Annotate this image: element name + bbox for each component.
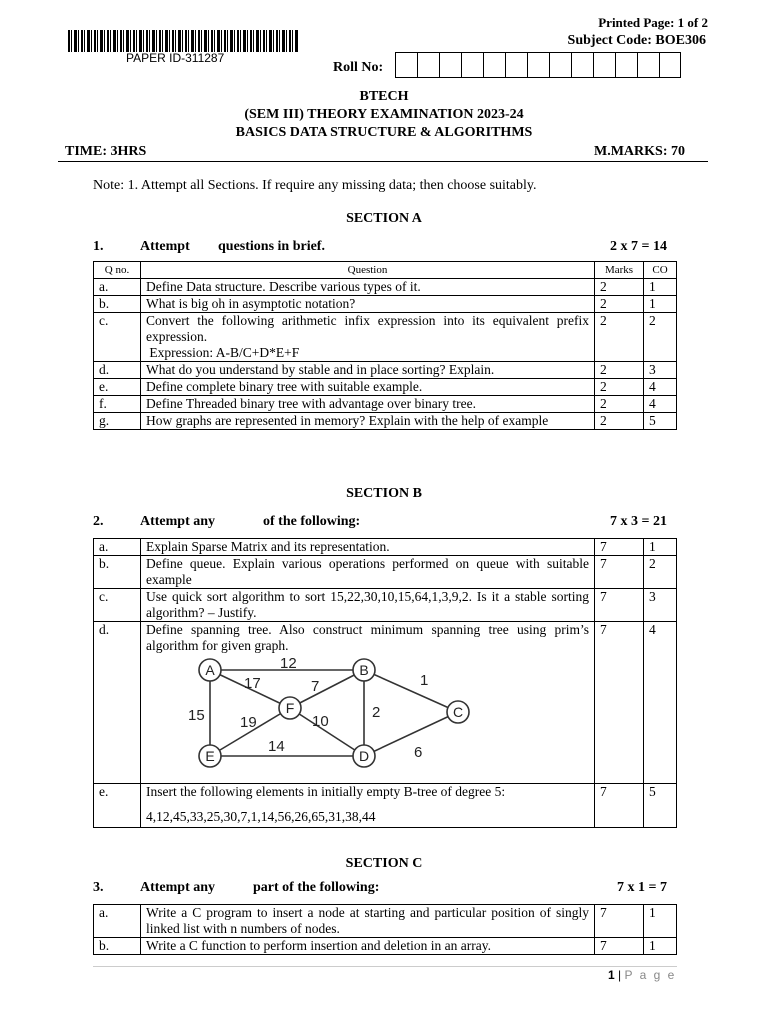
edge-fb — [290, 670, 364, 708]
roll-box[interactable] — [593, 52, 615, 78]
table-row: b. What is big oh in asymptotic notation? 2 1 — [94, 296, 677, 313]
spanning-tree-graph — [186, 654, 486, 772]
paper-id: PAPER ID-311287 — [126, 51, 225, 65]
instruction: of the following: — [263, 514, 361, 529]
weight-ae: 15 — [188, 707, 205, 724]
max-marks: M.MARKS: 70 — [594, 144, 685, 159]
col-qno: Q no. — [94, 262, 141, 279]
exam-title: (SEM III) THEORY EXAMINATION 2023-24 — [244, 107, 524, 122]
attempt-label: Attempt — [140, 239, 190, 254]
table-row: g. How graphs are represented in memory? Explain with the help of example 2 5 — [94, 413, 677, 430]
weight-af: 17 — [244, 675, 261, 692]
expression: Expression: A-B/C+D*E+F — [146, 345, 300, 360]
attempt-label: Attempt any — [140, 514, 216, 529]
section-b-title: SECTION B — [346, 486, 422, 501]
page-word: P a g e — [624, 968, 677, 982]
table-row: b. Define queue. Explain various operations performed on queue with suitable example 7 2 — [94, 556, 677, 589]
col-marks: Marks — [595, 262, 644, 279]
table-header-row — [94, 262, 677, 279]
roll-box[interactable] — [461, 52, 483, 78]
note: Note: 1. Attempt all Sections. If require any missing data; then choose suitably. — [93, 178, 537, 193]
roll-box[interactable] — [637, 52, 659, 78]
page-number: 1 — [608, 968, 615, 982]
subject-code: Subject Code: BOE306 — [567, 33, 706, 48]
section-a-title: SECTION A — [346, 211, 422, 226]
table-row: d. Define spanning tree. Also construct minimum spanning tree using prim’s algorithm for given graph. 12 17 7 15 19 10 2 1 14 6 A B C D E F 7 4 — [94, 622, 677, 784]
section-b-table — [93, 538, 677, 828]
attempt-label: Attempt any — [140, 880, 216, 895]
table-row: c. Convert the following arithmetic infix expression into its equivalent prefix expression. Expression: A-B/C+D*E+F 2 2 — [94, 313, 677, 362]
table-row: e. Define complete binary tree with suitable example. 2 4 — [94, 379, 677, 396]
question-text: Define spanning tree. Also construct minimum spanning tree using prim’s algorithm for given graph. — [146, 622, 589, 653]
section-c-heading — [93, 880, 667, 898]
page-footer — [608, 968, 676, 982]
roll-no-boxes[interactable] — [395, 52, 681, 78]
table-row: c. Use quick sort algorithm to sort 15,22,30,10,15,64,1,3,9,2. Is it a stable sorting algorithm? – Justify. 7 3 — [94, 589, 677, 622]
node-label-e: E — [205, 748, 215, 764]
question-number: 2. — [93, 514, 104, 529]
section-a-table — [93, 261, 677, 430]
roll-box[interactable] — [527, 52, 549, 78]
section-marks: 7 x 1 = 7 — [617, 880, 667, 895]
instruction: part of the following: — [253, 880, 380, 895]
subject-title: BASICS DATA STRUCTURE & ALGORITHMS — [235, 125, 533, 140]
footer-rule — [93, 966, 677, 967]
weight-ed: 14 — [268, 738, 285, 755]
table-row: b. Write a C function to perform insertion and deletion in an array. 7 1 — [94, 938, 677, 955]
graph-nodes — [199, 659, 469, 767]
node-label-c: C — [452, 704, 464, 720]
node-label-a: A — [205, 662, 215, 678]
table-row: a. Explain Sparse Matrix and its representation. 7 1 — [94, 539, 677, 556]
weight-bc: 1 — [420, 672, 429, 689]
section-c-title: SECTION C — [345, 856, 423, 871]
roll-box[interactable] — [439, 52, 461, 78]
table-row: f. Define Threaded binary tree with advantage over binary tree. 2 4 — [94, 396, 677, 413]
table-row: d. What do you understand by stable and in place sorting? Explain. 2 3 — [94, 362, 677, 379]
weight-ef: 19 — [240, 714, 257, 731]
header-rule — [58, 161, 708, 162]
weight-fd: 10 — [312, 713, 329, 730]
element-list: 4,12,45,33,25,30,7,1,14,56,26,65,31,38,44 — [146, 809, 376, 824]
node-label-f: F — [285, 700, 295, 716]
roll-box[interactable] — [659, 52, 681, 78]
weight-ab: 12 — [280, 655, 297, 672]
time: TIME: 3HRS — [65, 144, 147, 159]
question-text: Convert the following arithmetic infix expression into its equivalent prefix expression. — [146, 313, 589, 344]
roll-box[interactable] — [483, 52, 505, 78]
question-number: 1. — [93, 239, 104, 254]
roll-box[interactable] — [615, 52, 637, 78]
table-row: a. Define Data structure. Describe various types of it. 2 1 — [94, 279, 677, 296]
col-question: Question — [141, 262, 595, 279]
node-label-b: B — [359, 662, 369, 678]
table-row: a. Write a C program to insert a node at starting and particular position of singly linked list with n numbers of nodes. 7 1 — [94, 905, 677, 938]
node-label-d: D — [358, 748, 370, 764]
printed-page: Printed Page: 1 of 2 — [598, 15, 708, 30]
section-c-table — [93, 904, 677, 955]
roll-box[interactable] — [571, 52, 593, 78]
section-b-heading — [93, 514, 667, 532]
roll-box[interactable] — [505, 52, 527, 78]
question-number: 3. — [93, 880, 104, 895]
table-row: e. Insert the following elements in initially empty B-tree of degree 5: 4,12,45,33,25,30,7,1,14,56,26,65,31,38,44 7 5 — [94, 784, 677, 828]
instruction: questions in brief. — [218, 239, 325, 254]
roll-no-label: Roll No: — [333, 60, 384, 75]
question-text: Insert the following elements in initially empty B-tree of degree 5: — [146, 784, 506, 799]
page-separator: | — [614, 968, 625, 982]
roll-box[interactable] — [395, 52, 417, 78]
section-marks: 7 x 3 = 21 — [610, 514, 667, 529]
barcode — [68, 30, 298, 52]
section-marks: 2 x 7 = 14 — [610, 239, 667, 254]
section-a-heading — [93, 239, 667, 257]
edge-weights — [188, 655, 428, 761]
weight-dc: 6 — [414, 744, 423, 761]
program: BTECH — [359, 89, 409, 104]
col-co: CO — [644, 262, 677, 279]
roll-box[interactable] — [549, 52, 571, 78]
weight-bd: 2 — [372, 704, 381, 721]
roll-box[interactable] — [417, 52, 439, 78]
weight-fb: 7 — [311, 678, 320, 695]
